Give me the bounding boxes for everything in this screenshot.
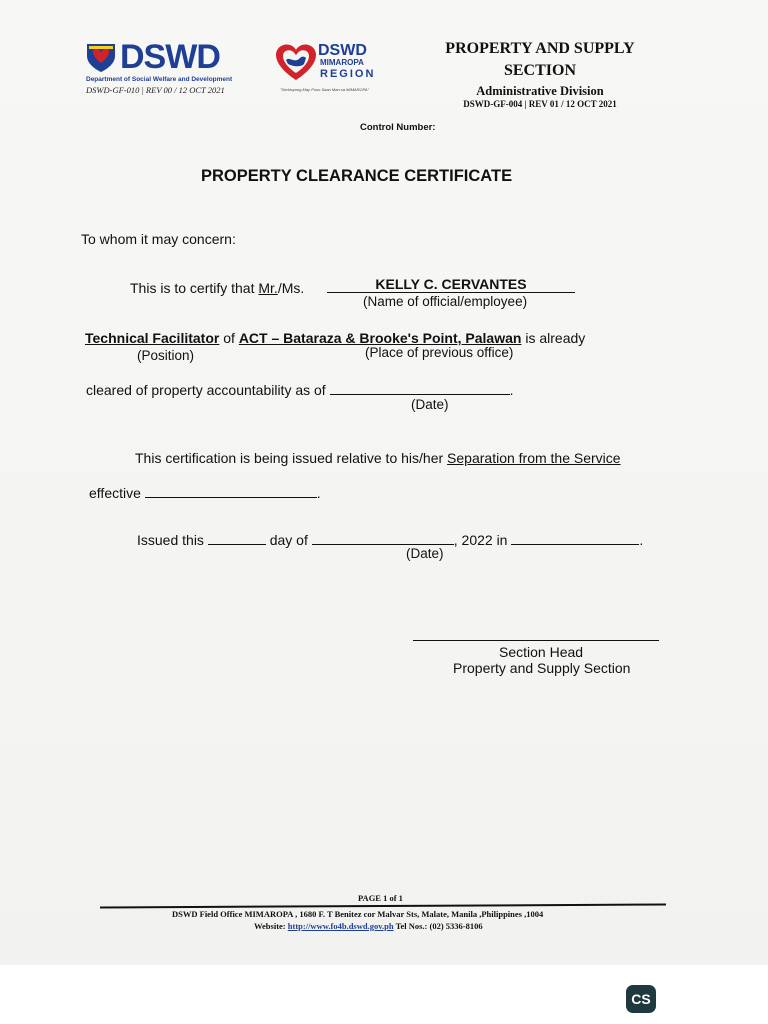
issued-month-blank: [312, 543, 454, 545]
previous-office-value: ACT – Bataraza & Brooke's Point, Palawan: [238, 330, 522, 346]
issued-date-caption: (Date): [406, 546, 444, 561]
issued-end: .: [639, 532, 644, 548]
footer-contact: [254, 921, 483, 931]
certify-prefix: This is to certify that: [130, 280, 255, 296]
issued-line: [137, 532, 643, 548]
salutation: To whom it may concern:: [81, 231, 236, 247]
region-logo-dswd: DSWD: [318, 42, 367, 59]
camscanner-badge[interactable]: CS: [626, 985, 656, 1013]
certificate-title: PROPERTY CLEARANCE CERTIFICATE: [201, 167, 513, 185]
effective-label: effective: [89, 485, 141, 501]
heart-logo-icon: [274, 42, 318, 82]
issued-day-of: day of: [269, 532, 308, 548]
effective-line: [89, 485, 321, 501]
position-line: [85, 330, 585, 346]
issued-day-blank: [208, 543, 266, 545]
website-label: Website:: [254, 921, 286, 931]
effective-date-blank: [145, 496, 317, 498]
cleared-date-caption: (Date): [411, 397, 449, 412]
issued-relative-text: This certification is being issued relative to his/her: [135, 450, 444, 466]
page-number: PAGE 1 of 1: [358, 893, 403, 903]
ms-label: /Ms.: [277, 280, 305, 296]
signatory-title: Section Head: [499, 644, 584, 660]
cleared-date-blank: [330, 393, 510, 395]
effective-end: .: [316, 485, 321, 501]
separation-reason: Separation from the Service: [447, 450, 621, 466]
division-name: Administrative Division: [476, 84, 604, 98]
signature-line: [413, 640, 659, 641]
employee-name: KELLY C. CERVANTES: [375, 276, 527, 292]
section-title-line1: PROPERTY AND SUPPLY: [445, 40, 635, 57]
already-suffix: is already: [525, 330, 586, 346]
position-value: Technical Facilitator: [85, 330, 220, 346]
mr-label: Mr.: [258, 280, 278, 296]
form-code-right: DSWD-GF-004 | REV 01 / 12 OCT 2021: [463, 99, 617, 109]
control-number-label: Control Number:: [360, 122, 436, 133]
region-logo: [274, 42, 394, 97]
dswd-logo-text: DSWD: [120, 38, 220, 76]
employee-name-field: [327, 276, 575, 293]
issued-year-in: , 2022 in: [453, 532, 508, 548]
issued-place-blank: [511, 543, 639, 545]
signatory-section: Property and Supply Section: [453, 660, 631, 676]
cleared-end: .: [509, 382, 514, 398]
department-name: Department of Social Welfare and Development: [86, 76, 233, 83]
region-logo-mimaropa: MIMAROPA: [320, 58, 364, 67]
issued-relative-line: [135, 450, 621, 466]
cleared-line: [86, 382, 513, 398]
form-code-left: DSWD-GF-010 | REV 00 / 12 OCT 2021: [86, 85, 225, 95]
name-caption: (Name of official/employee): [363, 294, 528, 309]
region-logo-region: REGION: [320, 68, 376, 80]
website-link[interactable]: http://www.fo4b.dswd.gov.ph: [287, 921, 394, 931]
certify-line: [130, 280, 304, 296]
section-header: [420, 38, 660, 109]
of-word: of: [223, 330, 235, 346]
position-caption: (Position): [137, 348, 195, 363]
dswd-emblem-icon: [84, 40, 118, 74]
region-tagline: "Serbisyong May Puso Saan Man sa MIMAROPA": [280, 87, 370, 92]
issued-prefix: Issued this: [137, 532, 204, 548]
telephone: Tel Nos.: (02) 5336-8106: [395, 921, 483, 931]
footer-address: DSWD Field Office MIMAROPA , 1680 F. T Benitez cor Malvar Sts, Malate, Manila ,Philippines ,1004: [172, 909, 544, 919]
footer-rule: [100, 904, 666, 909]
cleared-text: cleared of property accountability as of: [86, 382, 326, 398]
section-title-line2: SECTION: [503, 62, 577, 79]
place-caption: (Place of previous office): [365, 345, 514, 360]
dswd-logo: [84, 38, 264, 98]
